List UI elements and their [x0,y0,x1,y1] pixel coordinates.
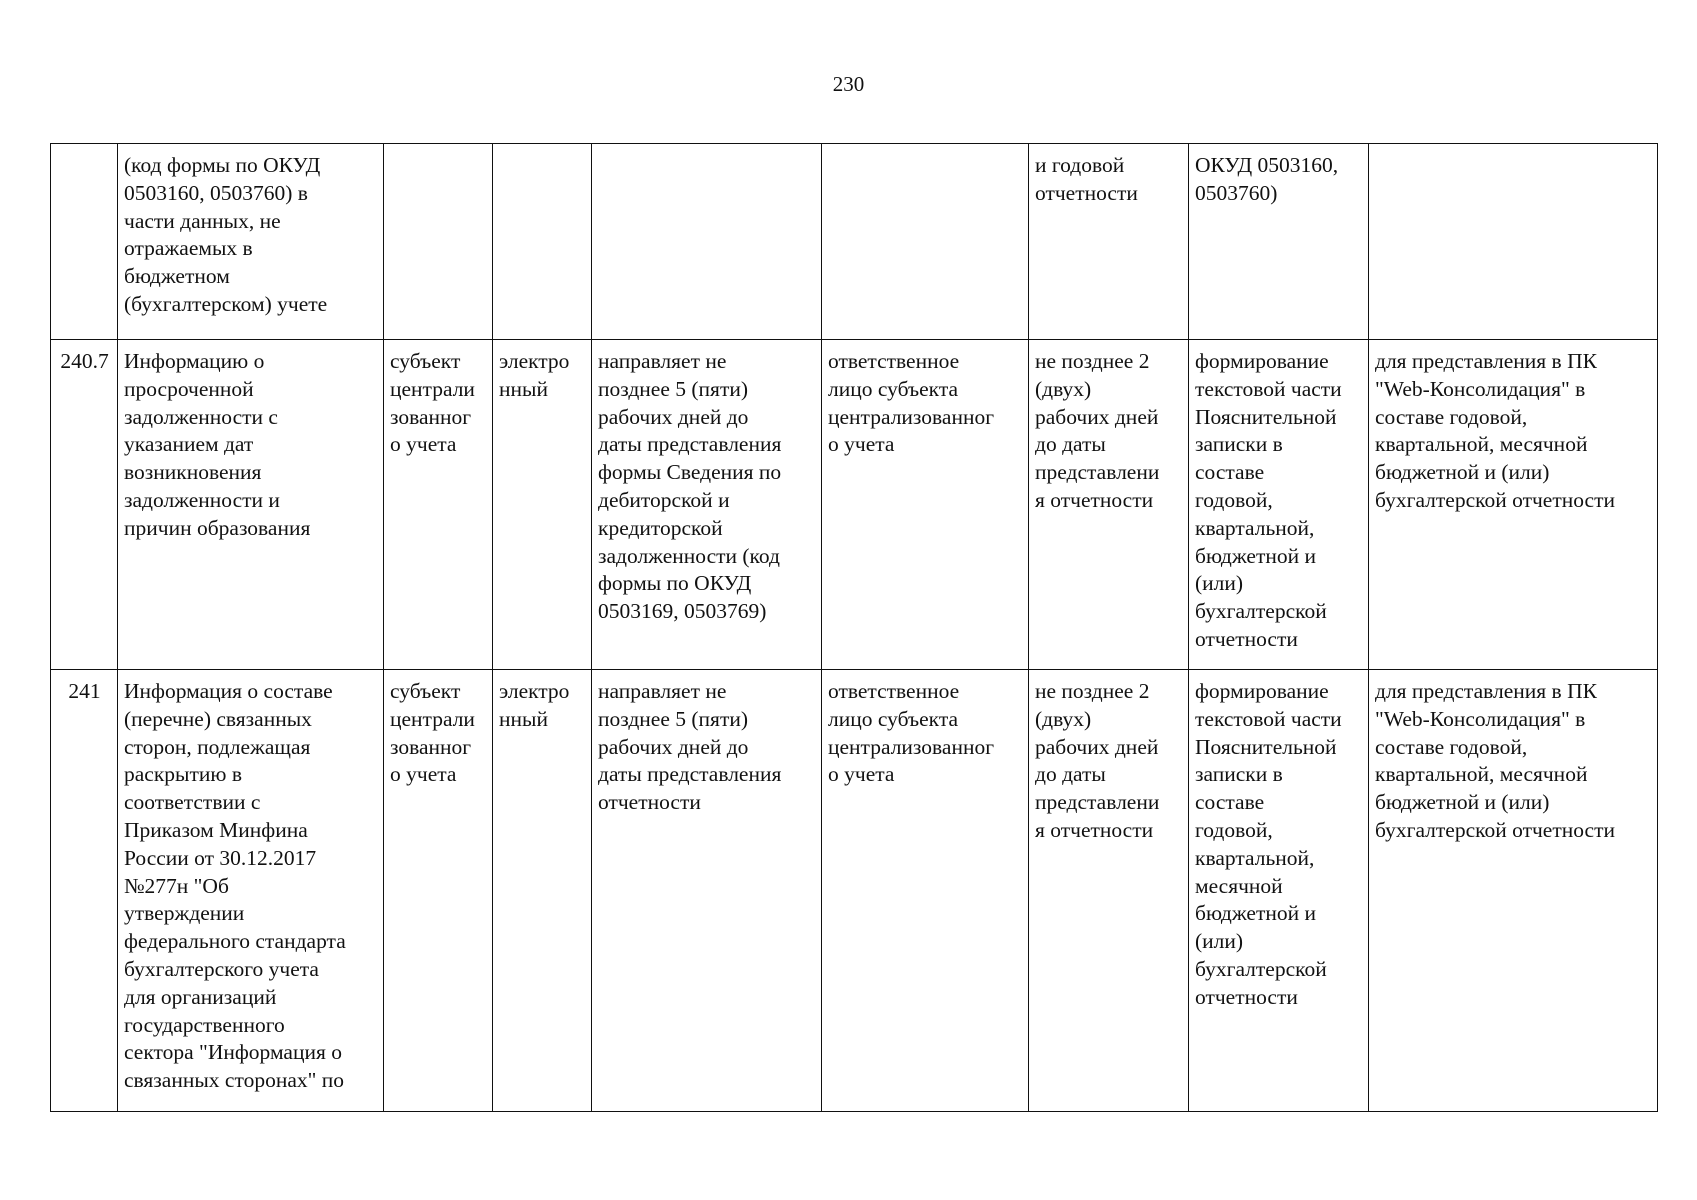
responsible-cell [822,144,1029,340]
row-number-cell [51,144,118,340]
note-cell [1369,144,1658,340]
deadline-cell: направляет не позднее 5 (пяти) рабочих дней до даты представления формы Сведения по дебиторской и кредиторской задолженности (код формы по ОКУД 0503169, 0503769) [592,340,822,670]
info-name-cell: Информацию о просроченной задолженности с указанием дат возникновения задолженности и причин образования [118,340,384,670]
note-cell: для представления в ПК "Web-Консолидация" в составе годовой, квартальной, месячной бюджетной и (или) бухгалтерской отчетности [1369,670,1658,1112]
term-cell: не позднее 2 (двух) рабочих дней до даты представлени я отчетности [1029,340,1189,670]
table-row [51,340,1658,670]
table-row [51,144,1658,340]
term-cell: и годовой отчетности [1029,144,1189,340]
form-cell: электро нный [493,340,592,670]
deadline-cell [592,144,822,340]
purpose-cell: ОКУД 0503160, 0503760) [1189,144,1369,340]
row-number-cell: 241 [51,670,118,1112]
subject-cell: субъект централи зованног о учета [384,670,493,1112]
subject-cell [384,144,493,340]
form-cell: электро нный [493,670,592,1112]
responsible-cell: ответственное лицо субъекта централизованног о учета [822,340,1029,670]
info-name-cell: (код формы по ОКУД 0503160, 0503760) в части данных, не отражаемых в бюджетном (бухгалтерском) учете [118,144,384,340]
responsible-cell: ответственное лицо субъекта централизованног о учета [822,670,1029,1112]
deadline-cell: направляет не позднее 5 (пяти) рабочих дней до даты представления отчетности [592,670,822,1112]
info-name-cell: Информация о составе (перечне) связанных сторон, подлежащая раскрытию в соответствии с Приказом Минфина России от 30.12.2017 №277н "Об утверждении федерального стандарта бухгалтерского учета для организаций государственного сектора "Информация о связанных сторонах" по [118,670,384,1112]
page-number: 230 [832,72,865,96]
document-table [50,143,1658,1112]
row-number-cell: 240.7 [51,340,118,670]
term-cell: не позднее 2 (двух) рабочих дней до даты представлени я отчетности [1029,670,1189,1112]
form-cell [493,144,592,340]
note-cell: для представления в ПК "Web-Консолидация" в составе годовой, квартальной, месячной бюджетной и (или) бухгалтерской отчетности [1369,340,1658,670]
purpose-cell: формирование текстовой части Пояснительной записки в составе годовой, квартальной, бюджетной и (или) бухгалтерской отчетности [1189,340,1369,670]
purpose-cell: формирование текстовой части Пояснительной записки в составе годовой, квартальной, месячной бюджетной и (или) бухгалтерской отчетности [1189,670,1369,1112]
table-row [51,670,1658,1112]
subject-cell: субъект централи зованног о учета [384,340,493,670]
